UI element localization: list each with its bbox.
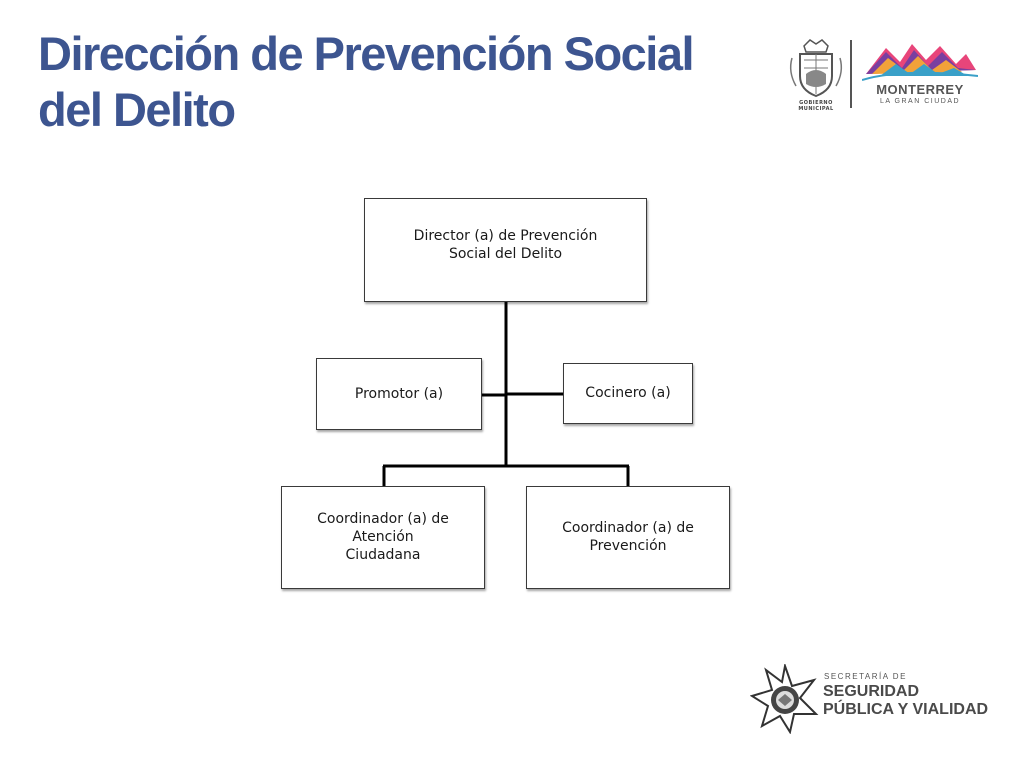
- director-label: [414, 227, 598, 263]
- monterrey-name: MONTERREY: [876, 82, 964, 97]
- promotor-label: Promotor (a): [354, 386, 444, 402]
- seguridad-publica-logo-group: [750, 662, 1010, 738]
- page-title-line-2: del Delito: [38, 83, 235, 136]
- police-star-badge-icon: [750, 664, 820, 734]
- coordinador-atencion-line-1: Coordinador (a) de Atención: [317, 510, 449, 545]
- coordinador-prevencion-line-1: Coordinador (a) de: [562, 519, 694, 536]
- director-box: [364, 198, 647, 302]
- promotor-box: [316, 358, 482, 430]
- director-label-line-1: Director (a) de Prevención: [413, 228, 598, 244]
- gobierno-municipal-label: GOBIERNO MUNICIPAL: [798, 100, 834, 112]
- coordinador-prevencion-line-2: Prevención: [589, 537, 667, 554]
- coordinador-prevencion-label: [562, 519, 694, 555]
- cocinero-box: [563, 363, 693, 424]
- monterrey-tagline: LA GRAN CIUDAD: [879, 98, 961, 105]
- coordinador-prevencion-box: [526, 486, 730, 589]
- page-title-line-1: Dirección de Prevención Social: [38, 27, 694, 80]
- coordinador-atencion-line-2: Ciudadana: [345, 546, 421, 563]
- cocinero-label: Cocinero (a): [585, 384, 671, 401]
- secretaria-line-3: PÚBLICA Y VIALIDAD: [823, 701, 989, 718]
- coordinador-atencion-box: [281, 486, 485, 589]
- secretaria-line-2: SEGURIDAD: [823, 683, 920, 700]
- director-label-line-2: Social del Delito: [448, 246, 563, 262]
- coordinador-atencion-label: [286, 510, 480, 564]
- secretaria-line-1: SECRETARÍA DE: [824, 672, 907, 681]
